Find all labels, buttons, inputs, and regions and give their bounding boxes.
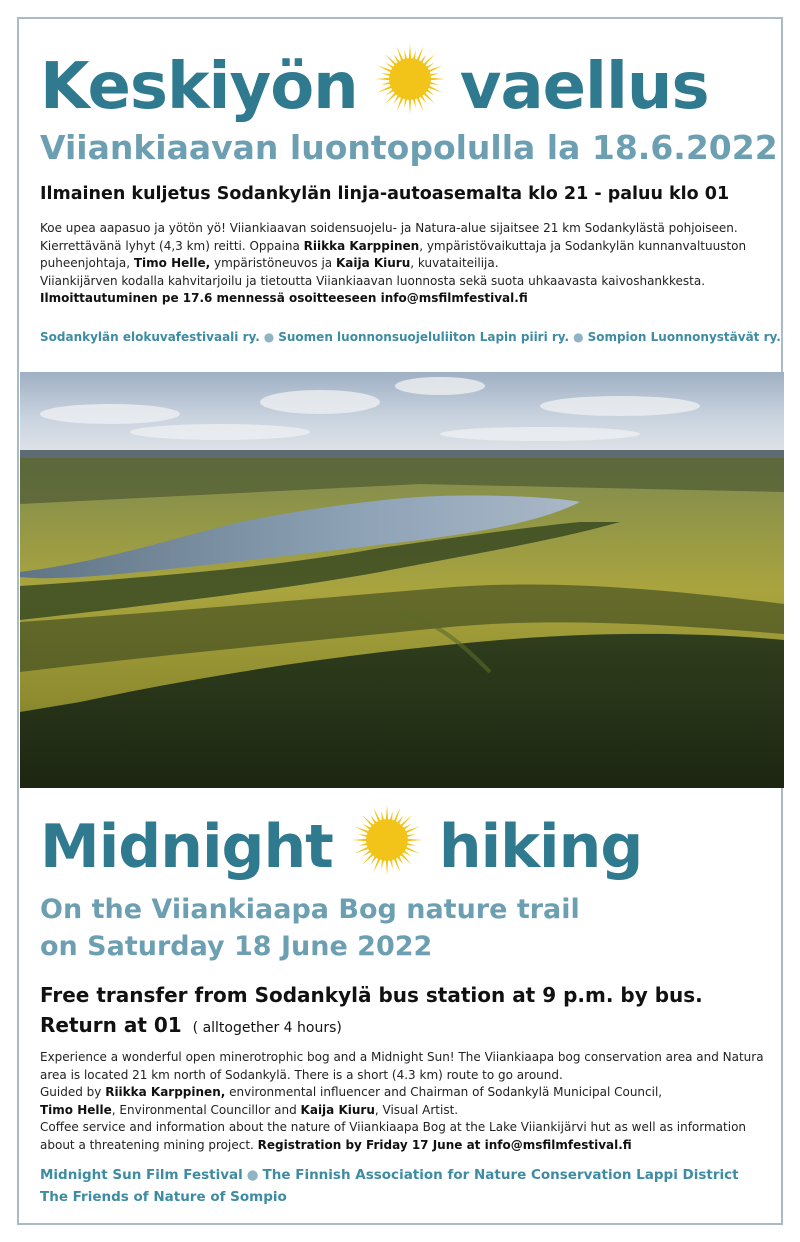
sun-ray [400, 815, 412, 827]
fi-registration: Ilmoittautuminen pe 17.6 mennessä osoitteeseen info@msfilmfestival.fi [40, 291, 528, 305]
en-subtitle-2: on Saturday 18 June 2022 [40, 931, 433, 962]
en-lead-2-note: ( alltogether 4 hours) [192, 1020, 342, 1036]
sun-ray [371, 855, 377, 864]
sun-ray [400, 853, 412, 865]
en-org-1: Midnight Sun Film Festival [40, 1167, 243, 1183]
sun-ray [385, 63, 394, 69]
sun-ray [404, 98, 407, 108]
sun-ray [393, 807, 400, 822]
sun-ray [381, 859, 384, 869]
en-guide-2: Timo Helle [40, 1102, 112, 1117]
sun-ray [428, 66, 443, 73]
sun-ray [397, 815, 403, 824]
sun-ray [409, 99, 411, 114]
sun-ray [423, 92, 435, 104]
sun-ray [429, 82, 439, 85]
en-guide-3: Kaija Kiuru [300, 1102, 375, 1117]
en-guide-1: Riikka Karppinen, [105, 1085, 226, 1099]
fi-org-2: Suomen luonnonsuojeluliiton Lapin piiri ry. [278, 330, 570, 344]
sun-ray [403, 850, 412, 856]
sun-ray [377, 66, 392, 73]
sun-ray [412, 50, 415, 60]
sun-ray [393, 857, 400, 872]
sun-ray [386, 859, 388, 874]
en-lead-2-row [40, 1013, 342, 1037]
sun-ray [390, 859, 393, 869]
sun-ray [406, 834, 416, 837]
sun-ray [396, 47, 403, 62]
fi-organizers: Sodankylän elokuvafestivaali ry. ● Suomen luonnonsuojeluliiton Lapin piiri ry. ● Sompion Luonnonystävät ry. [40, 330, 781, 344]
en-title [40, 804, 642, 890]
sun-icon [349, 802, 425, 893]
sun-ray [429, 73, 439, 76]
fi-paragraph-2: Viiankijärven kodalla kahvitarjoilu ja tietoutta Viiankiaavan luonnosta sekä suota uhkaavasta kaivoshankkesta. [40, 273, 706, 288]
fi-guide-1: Riikka Karppinen [303, 238, 420, 253]
sun-icon [372, 41, 448, 133]
fi-org-1: Sodankylän elokuvafestivaali ry. [40, 330, 260, 344]
en-paragraph-2: Guided by Riikka Karppinen, environmental influencer and Chairman of Sodankylä Municipal Council, Timo Helle, Environmental Councillor and Kaija Kiuru, Visual Artist. [40, 1085, 663, 1117]
en-organizers-line-1: Midnight Sun Film Festival ● The Finnish Association for Nature Conservation Lappi District [40, 1167, 739, 1183]
sun-ray [390, 811, 393, 821]
sun-ray [430, 78, 445, 80]
sun-ray [412, 98, 415, 108]
en-organizers-line-2: The Friends of Nature of Sompio [40, 1189, 287, 1205]
en-paragraph-3: Coffee service and information about the nature of Viiankiaapa Bog at the Lake Viiankijärvi hut as well as information about a threatening mining project. Registration by Friday 17 June at info@msfilmfestival.fi [40, 1120, 747, 1152]
fi-org-3: Sompion Luonnonystävät ry. [587, 330, 781, 344]
en-subtitle-1: On the Viiankiaapa Bog nature trail [40, 894, 580, 925]
sun-ray [420, 95, 426, 104]
sun-ray [373, 857, 380, 872]
sun-ray [416, 47, 423, 62]
sun-ray [426, 63, 435, 69]
fi-subtitle: Viiankiaavan luontopolulla la 18.6.2022 [40, 128, 778, 167]
sun-ray [423, 54, 435, 66]
sun-ray [428, 86, 443, 93]
sun-ray [371, 815, 377, 824]
sun-ray [397, 855, 403, 864]
en-title-left: Midnight [40, 812, 333, 882]
sun-ray [404, 50, 407, 60]
fi-guide-2: Timo Helle, [133, 256, 211, 270]
en-paragraph-1: Experience a wonderful open minerotrophic bog and a Midnight Sun! The Viiankiaapa bog conservation area and Natura area is located 21 km north of Sodankylä. There is a short (4.3 km) route to go around. [40, 1050, 764, 1082]
fi-body [40, 220, 766, 308]
sun-ray [362, 815, 374, 827]
sun-ray [405, 846, 420, 853]
en-registration: Registration by Friday 17 June at info@msfilmfestival.fi [257, 1137, 632, 1152]
sun-ray [373, 807, 380, 822]
sun-ray [362, 850, 371, 856]
sun-ray [381, 73, 391, 76]
sun-ray [352, 838, 367, 840]
sun-ray [426, 89, 435, 95]
sun-ray [385, 54, 397, 66]
bog-landscape-photo [20, 372, 784, 788]
sun-ray [377, 86, 392, 93]
sun-ray [403, 823, 412, 829]
sun-ray [375, 78, 390, 80]
sun-ray [416, 97, 423, 112]
sun-ray [381, 82, 391, 85]
sun-ray [409, 44, 411, 59]
en-lead-1: Free transfer from Sodankylä bus station at 9 p.m. by bus. [40, 983, 703, 1007]
fi-guide-3: Kaija Kiuru [335, 256, 411, 270]
sun-ray [358, 834, 368, 837]
sun-ray [381, 811, 384, 821]
sun-ray [362, 853, 374, 865]
fi-title-right: vaellus [459, 50, 709, 124]
fi-title-left: Keskiyön [40, 50, 358, 124]
sun-ray [362, 823, 371, 829]
sun-ray [354, 846, 369, 853]
fi-title [40, 44, 709, 130]
sun-ray [385, 89, 394, 95]
en-lead-2: Return at 01 [40, 1013, 182, 1037]
sun-ray [393, 95, 399, 104]
en-org-2: The Finnish Association for Nature Conservation Lappi District [262, 1167, 739, 1183]
sun-ray [405, 826, 420, 833]
fi-paragraph-1: Koe upea aapasuo ja yötön yö! Viiankiaavan soidensuojelu- ja Natura-alue sijaitsee 21 km Sodankylästä pohjoiseen. Kierrettävänä lyhyt (4,3 km) reitti. Oppaina Riikka Karppinen, ympäristövaikuttaja ja Sodankylän kunnanvaltuuston puheenjohtaja, Timo Helle, ympäristöneuvos ja Kaija Kiuru, kuvataiteilija. [40, 221, 747, 270]
sun-ray [385, 92, 397, 104]
sun-ray [354, 826, 369, 833]
sun-ray [396, 97, 403, 112]
sun-ray [386, 804, 388, 819]
sun-ray [406, 842, 416, 845]
en-title-right: hiking [438, 812, 643, 882]
sun-ray [393, 55, 399, 64]
sun-ray [420, 55, 426, 64]
en-body [40, 1049, 766, 1154]
sun-ray [407, 838, 422, 840]
fi-lead: Ilmainen kuljetus Sodankylän linja-autoasemalta klo 21 - paluu klo 01 [40, 184, 730, 204]
sun-ray [358, 842, 368, 845]
